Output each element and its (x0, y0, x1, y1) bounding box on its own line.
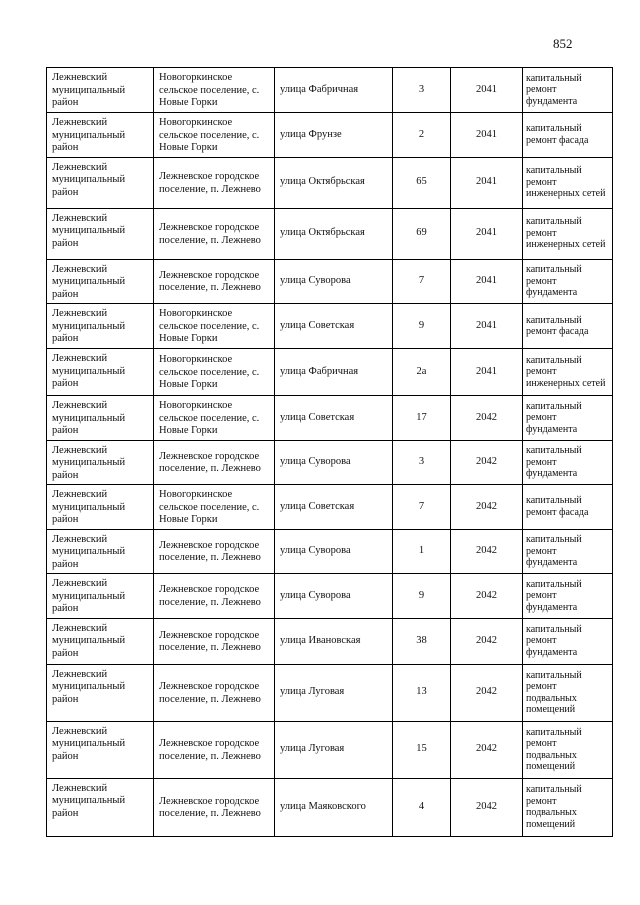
table-row (47, 618, 613, 664)
district-cell: Лежневский муниципальный район (47, 304, 154, 349)
street-cell: улица Суворова (275, 574, 393, 619)
district-cell: Лежневский муниципальный район (47, 618, 154, 664)
district-cell: Лежневский муниципальный район (47, 208, 154, 259)
work-type-cell: капитальный ремонт подвальных помещений (523, 664, 613, 721)
table-row (47, 574, 613, 619)
settlement-cell: Новогоркинское сельское поселение, с. Новые Горки (154, 349, 275, 396)
street-cell: улица Фабричная (275, 349, 393, 396)
district-cell: Лежневский муниципальный район (47, 721, 154, 778)
table-row (47, 396, 613, 441)
house-number-cell: 17 (393, 396, 451, 441)
year-cell: 2041 (451, 68, 523, 113)
settlement-cell: Новогоркинское сельское поселение, с. Новые Горки (154, 68, 275, 113)
settlement-cell: Лежневское городское поселение, п. Лежнево (154, 529, 275, 574)
table-row (47, 778, 613, 836)
street-cell: улица Луговая (275, 664, 393, 721)
work-type-cell: капитальный ремонт подвальных помещений (523, 778, 613, 836)
table-row (47, 208, 613, 259)
page-number: 852 (553, 36, 573, 51)
district-cell: Лежневский муниципальный район (47, 349, 154, 396)
settlement-cell: Лежневское городское поселение, п. Лежнево (154, 157, 275, 208)
settlement-cell: Лежневское городское поселение, п. Лежнево (154, 618, 275, 664)
house-number-cell: 2 (393, 113, 451, 158)
year-cell: 2042 (451, 664, 523, 721)
district-cell: Лежневский муниципальный район (47, 529, 154, 574)
house-number-cell: 4 (393, 778, 451, 836)
house-number-cell: 3 (393, 440, 451, 485)
district-cell: Лежневский муниципальный район (47, 664, 154, 721)
settlement-cell: Лежневское городское поселение, п. Лежнево (154, 208, 275, 259)
work-type-cell: капитальный ремонт фасада (523, 113, 613, 158)
house-number-cell: 65 (393, 157, 451, 208)
table-row (47, 157, 613, 208)
settlement-cell: Новогоркинское сельское поселение, с. Новые Горки (154, 113, 275, 158)
year-cell: 2041 (451, 259, 523, 304)
house-number-cell: 3 (393, 68, 451, 113)
district-cell: Лежневский муниципальный район (47, 440, 154, 485)
street-cell: улица Октябрьская (275, 157, 393, 208)
district-cell: Лежневский муниципальный район (47, 259, 154, 304)
district-cell: Лежневский муниципальный район (47, 778, 154, 836)
house-number-cell: 69 (393, 208, 451, 259)
work-type-cell: капитальный ремонт фасада (523, 485, 613, 530)
year-cell: 2042 (451, 485, 523, 530)
year-cell: 2041 (451, 349, 523, 396)
year-cell: 2041 (451, 157, 523, 208)
street-cell: улица Луговая (275, 721, 393, 778)
work-type-cell: капитальный ремонт фундамента (523, 574, 613, 619)
district-cell: Лежневский муниципальный район (47, 396, 154, 441)
house-number-cell: 13 (393, 664, 451, 721)
work-type-cell: капитальный ремонт фасада (523, 304, 613, 349)
table-row (47, 721, 613, 778)
table-row (47, 349, 613, 396)
table-row (47, 440, 613, 485)
district-cell: Лежневский муниципальный район (47, 485, 154, 530)
work-type-cell: капитальный ремонт инженерных сетей (523, 157, 613, 208)
table-row (47, 259, 613, 304)
table-row (47, 68, 613, 113)
table-row (47, 304, 613, 349)
year-cell: 2042 (451, 618, 523, 664)
year-cell: 2042 (451, 529, 523, 574)
street-cell: улица Советская (275, 396, 393, 441)
house-number-cell: 38 (393, 618, 451, 664)
settlement-cell: Новогоркинское сельское поселение, с. Новые Горки (154, 485, 275, 530)
settlement-cell: Лежневское городское поселение, п. Лежнево (154, 574, 275, 619)
house-number-cell: 9 (393, 574, 451, 619)
street-cell: улица Фабричная (275, 68, 393, 113)
house-number-cell: 15 (393, 721, 451, 778)
street-cell: улица Маяковского (275, 778, 393, 836)
year-cell: 2042 (451, 574, 523, 619)
year-cell: 2042 (451, 396, 523, 441)
house-number-cell: 7 (393, 259, 451, 304)
street-cell: улица Ивановская (275, 618, 393, 664)
street-cell: улица Суворова (275, 529, 393, 574)
work-type-cell: капитальный ремонт фундамента (523, 440, 613, 485)
year-cell: 2041 (451, 304, 523, 349)
district-cell: Лежневский муниципальный район (47, 574, 154, 619)
settlement-cell: Лежневское городское поселение, п. Лежнево (154, 259, 275, 304)
work-type-cell: капитальный ремонт фундамента (523, 259, 613, 304)
street-cell: улица Фрунзе (275, 113, 393, 158)
settlement-cell: Лежневское городское поселение, п. Лежнево (154, 440, 275, 485)
work-type-cell: капитальный ремонт фундамента (523, 529, 613, 574)
street-cell: улица Советская (275, 304, 393, 349)
district-cell: Лежневский муниципальный район (47, 157, 154, 208)
year-cell: 2042 (451, 721, 523, 778)
house-number-cell: 9 (393, 304, 451, 349)
table-row (47, 529, 613, 574)
street-cell: улица Суворова (275, 259, 393, 304)
table-row (47, 664, 613, 721)
house-number-cell: 2а (393, 349, 451, 396)
settlement-cell: Лежневское городское поселение, п. Лежнево (154, 721, 275, 778)
table-row (47, 113, 613, 158)
work-type-cell: капитальный ремонт инженерных сетей (523, 349, 613, 396)
street-cell: улица Октябрьская (275, 208, 393, 259)
table-row (47, 485, 613, 530)
work-type-cell: капитальный ремонт подвальных помещений (523, 721, 613, 778)
work-type-cell: капитальный ремонт инженерных сетей (523, 208, 613, 259)
work-type-cell: капитальный ремонт фундамента (523, 68, 613, 113)
year-cell: 2042 (451, 778, 523, 836)
year-cell: 2041 (451, 113, 523, 158)
settlement-cell: Лежневское городское поселение, п. Лежнево (154, 778, 275, 836)
house-number-cell: 7 (393, 485, 451, 530)
work-type-cell: капитальный ремонт фундамента (523, 396, 613, 441)
year-cell: 2041 (451, 208, 523, 259)
settlement-cell: Лежневское городское поселение, п. Лежнево (154, 664, 275, 721)
district-cell: Лежневский муниципальный район (47, 68, 154, 113)
district-cell: Лежневский муниципальный район (47, 113, 154, 158)
year-cell: 2042 (451, 440, 523, 485)
settlement-cell: Новогоркинское сельское поселение, с. Новые Горки (154, 396, 275, 441)
settlement-cell: Новогоркинское сельское поселение, с. Новые Горки (154, 304, 275, 349)
street-cell: улица Суворова (275, 440, 393, 485)
work-type-cell: капитальный ремонт фундамента (523, 618, 613, 664)
repair-schedule-table (46, 67, 613, 837)
table-body (47, 68, 613, 837)
house-number-cell: 1 (393, 529, 451, 574)
street-cell: улица Советская (275, 485, 393, 530)
